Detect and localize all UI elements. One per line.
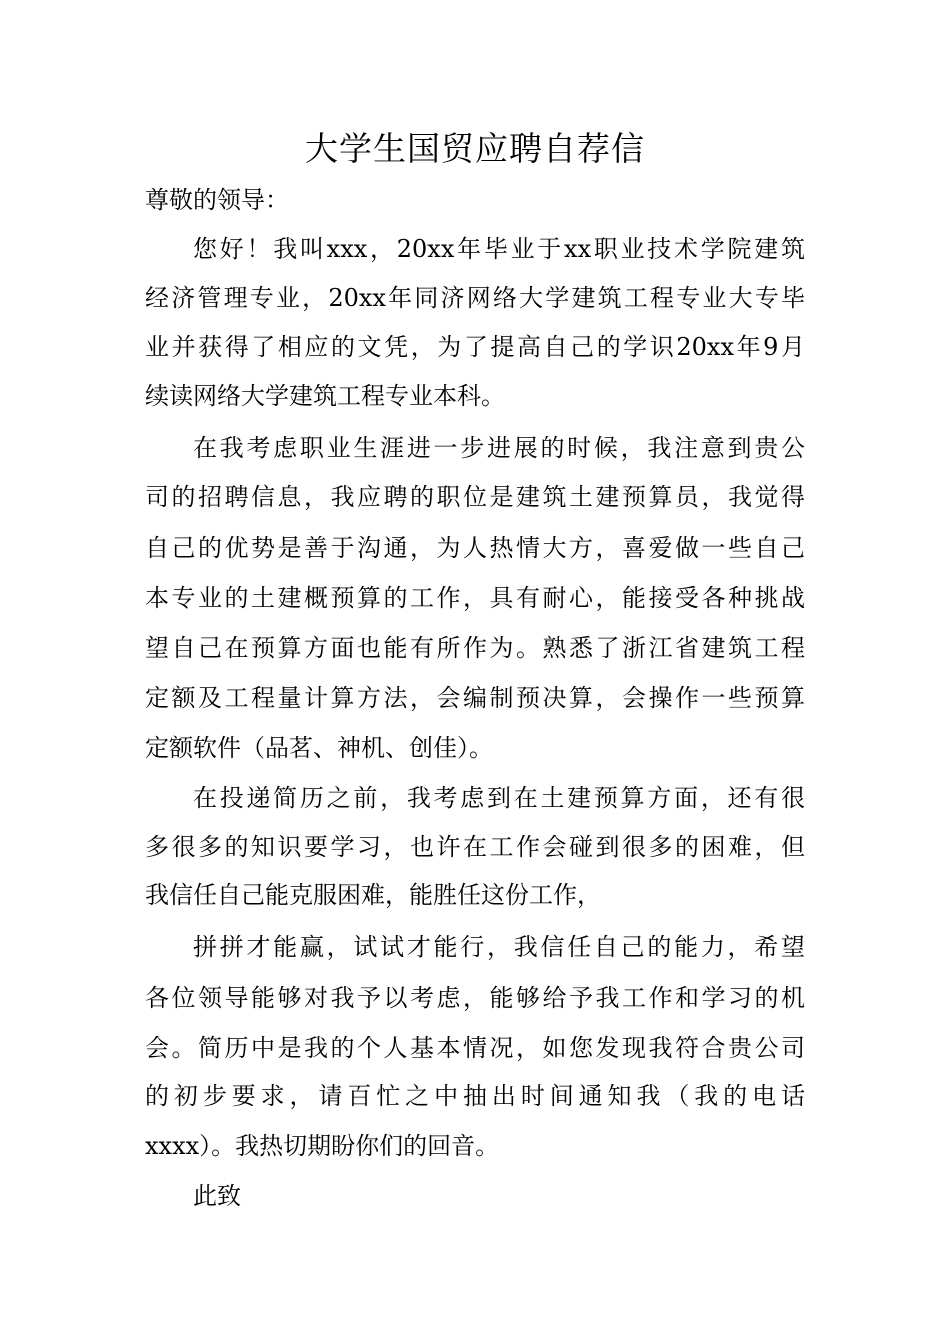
paragraph-4-line-4: 的初步要求，请百忙之中抽出时间通知我（我的电话 <box>145 1082 805 1110</box>
paragraph-2-line-2: 司的招聘信息，我应聘的职位是建筑土建预算员，我觉得 <box>145 483 805 511</box>
paragraph-2-line-1: 在我考虑职业生涯进一步进展的时候，我注意到贵公 <box>193 434 805 462</box>
document-title: 大学生国贸应聘自荐信 <box>305 129 645 168</box>
paragraph-2-line-4: 本专业的土建概预算的工作，具有耐心，能接受各种挑战 <box>145 584 805 612</box>
paragraph-2-line-5: 望自己在预算方面也能有所作为。熟悉了浙江省建筑工程 <box>145 634 805 662</box>
paragraph-3-line-3: 我信任自己能克服困难，能胜任这份工作， <box>145 881 601 909</box>
paragraph-2-line-3: 自己的优势是善于沟通，为人热情大方，喜爱做一些自己 <box>145 534 805 562</box>
paragraph-3-line-2: 多很多的知识要学习，也许在工作会碰到很多的困难，但 <box>145 833 805 861</box>
closing-line: 此致 <box>193 1182 241 1210</box>
paragraph-4-line-2: 各位领导能够对我予以考虑，能够给予我工作和学习的机 <box>145 984 805 1012</box>
paragraph-4-line-1: 拼拼才能赢，试试才能行，我信任自己的能力，希望 <box>193 933 805 961</box>
paragraph-2-line-6: 定额及工程量计算方法，会编制预决算，会操作一些预算 <box>145 684 805 712</box>
paragraph-4-line-3: 会。简历中是我的个人基本情况，如您发现我符合贵公司 <box>145 1034 805 1062</box>
paragraph-2-line-7: 定额软件（品茗、神机、创佳）。 <box>145 734 493 762</box>
paragraph-3-line-1: 在投递简历之前，我考虑到在土建预算方面，还有很 <box>193 784 805 812</box>
paragraph-1-line-3: 业并获得了相应的文凭，为了提高自己的学识20xx年9月 <box>145 333 805 361</box>
paragraph-4-line-5: xxxx）。我热切期盼你们的回音。 <box>145 1132 500 1160</box>
paragraph-1-line-1: 您好！我叫xxx，20xx年毕业于xx职业技术学院建筑 <box>193 235 805 263</box>
salutation: 尊敬的领导： <box>145 186 289 214</box>
paragraph-1-line-2: 经济管理专业，20xx年同济网络大学建筑工程专业大专毕 <box>145 284 805 312</box>
paragraph-1-line-4: 续读网络大学建筑工程专业本科。 <box>145 382 505 410</box>
